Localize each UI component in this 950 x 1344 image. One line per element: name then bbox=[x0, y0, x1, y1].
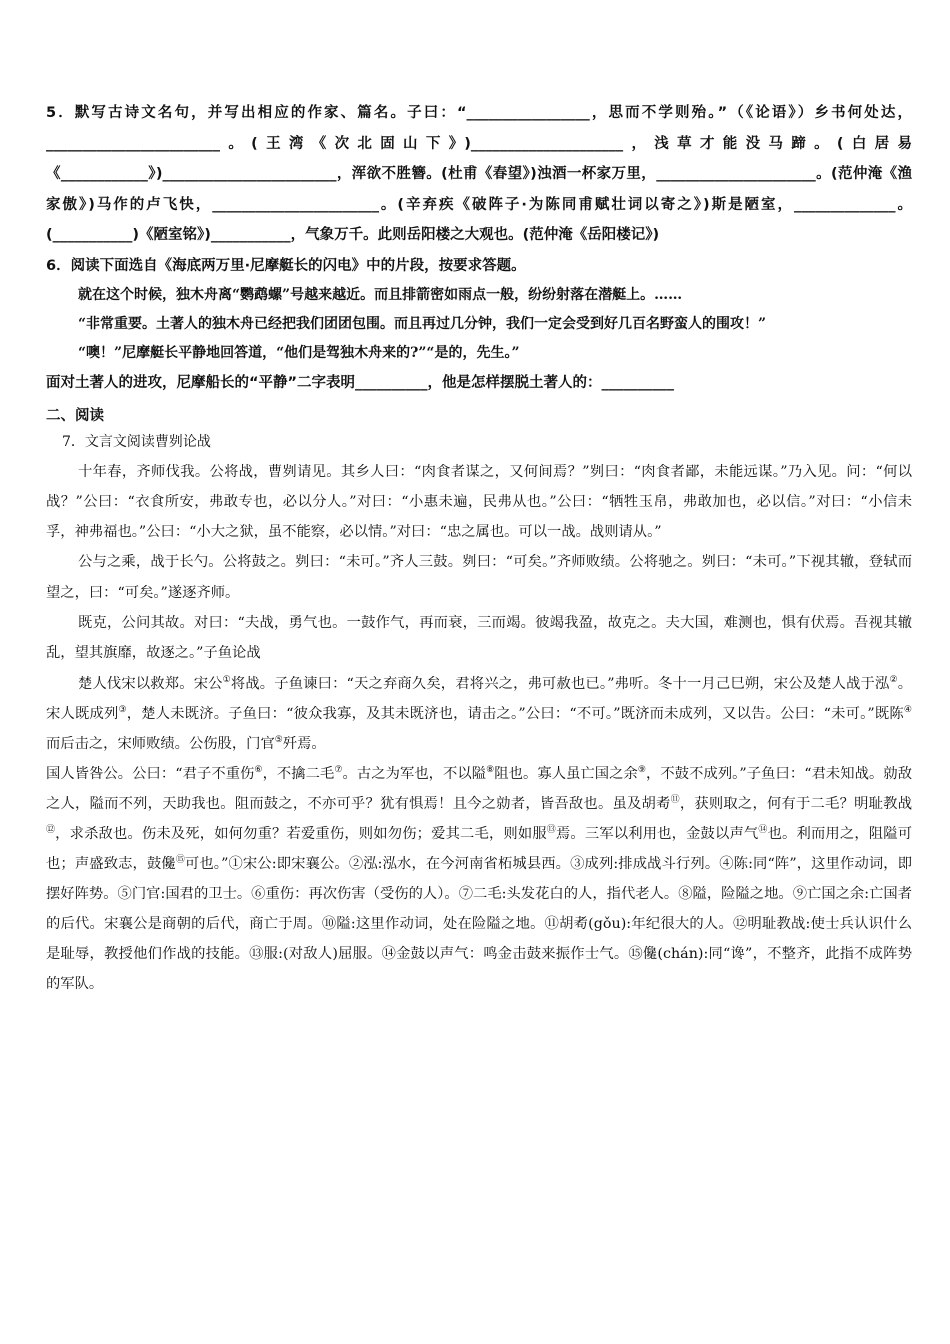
exam-page bbox=[46, 98, 912, 999]
passage-paragraph-2: 公与之乘，战于长勺。公将鼓之。刿曰：“未可。”齐人三鼓。刿曰：“可矣。”齐师败绩。公将驰之。刿曰：“未可。”下视其辙，登轼而望之，曰：“可矣。”遂逐齐师。 bbox=[46, 554, 912, 601]
footnote-marker: ③ bbox=[118, 705, 127, 716]
footnote-marker: ⑮ bbox=[175, 855, 185, 866]
footnote-marker: ④ bbox=[903, 705, 912, 716]
footnote-marker: ⑨ bbox=[637, 765, 647, 776]
passage-paragraph-1: 十年春，齐师伐我。公将战，曹刿请见。其乡人曰：“肉食者谋之，又何间焉？”刿曰：“肉食者鄙，未能远谋。”乃入见。问：“何以战？”公曰：“衣食所安，弗敢专也，必以分人。”对曰：“小惠未遍，民弗从也。”公曰：“牺牲玉帛，弗敢加也，必以信。”对曰：“小信未孚，神弗福也。”公曰：“小大之狱，虽不能察，必以情。”对曰：“忠之属也。可以一战。战则请从。” bbox=[46, 463, 912, 541]
passage-paragraph-4: 楚人伐宋以救郑。宋公①将战。子鱼谏曰：“天之弃商久矣，君将兴之，弗可赦也已。”弗听。冬十一月己巳朔，宋公及楚人战于泓②。宋人既成列③，楚人未既济。子鱼曰：“彼众我寡，及其未既济也，请击之。”公曰：“不可。”既济而未成列，又以告。公曰：“未可。”既陈④而后击之，宋师败绩。公伤股，门官⑤歼焉。 bbox=[46, 674, 912, 753]
footnote-marker: ⑪ bbox=[670, 795, 680, 806]
section-heading-reading: 二、阅读 bbox=[46, 407, 104, 424]
question-6-prompt: 面对土著人的进攻，尼摩船长的“平静”二字表明__________，他是怎样摆脱土著人的：__________ bbox=[46, 375, 675, 391]
footnote-marker: ⑥ bbox=[254, 765, 263, 776]
footnote-marker: ⑭ bbox=[758, 825, 768, 836]
footnote-marker: ⑤ bbox=[274, 735, 283, 746]
footnote-marker: ① bbox=[222, 674, 231, 685]
excerpt-line-3: “噢！”尼摩艇长平静地回答道，“他们是驾独木舟来的?”“是的，先生。” bbox=[78, 345, 520, 361]
footnote-marker: ⑦ bbox=[334, 765, 343, 776]
excerpt-line-1: 就在这个时候，独木舟离“鹦鹉螺”号越来越近。而且排箭密如雨点一般，纷纷射落在潜艇上。…… bbox=[78, 287, 683, 303]
question-5: 5．默写古诗文名句，并写出相应的作家、篇名。子曰：“_________________，思而不学则殆。”（《论语》）乡书何处达，________________________。(王湾《次北固山下》)_____________________，浅草才能没马蹄。(白居易《____________》)________________________，浑欲不胜簪。(杜甫《春望》)浊酒一杯家万里，______________________。(范仲淹《渔家傲》)马作的卢飞快，_______________________。(辛弃疾《破阵子·为陈同甫赋壮词以寄之》)斯是陋室，______________。(___________)《陋室铭》)___________，气象万千。此则岳阳楼之大观也。(范仲淹《岳阳楼记》) bbox=[46, 105, 912, 243]
question-7-title: 7．文言文阅读曹刿论战 bbox=[62, 433, 211, 450]
footnote-marker: ⑫ bbox=[46, 825, 56, 836]
footnote-marker: ② bbox=[889, 674, 898, 685]
excerpt-line-2: “非常重要。土著人的独木舟已经把我们团团包围。而且再过几分钟，我们一定会受到好几百名野蛮人的围攻！” bbox=[78, 316, 767, 332]
passage-paragraph-5-with-notes: 国人皆咎公。公曰：“君子不重伤⑥，不擒二毛⑦。古之为军也，不以隘⑧阻也。寡人虽亡国之余⑨，不鼓不成列。”子鱼曰：“君未知战。勍敌之人，隘而不列，天助我也。阻而鼓之，不亦可乎？犹有惧焉！且今之勍者，皆吾敌也。虽及胡耇⑪，获则取之，何有于二毛？明耻教战⑫，求杀敌也。伤未及死，如何勿重？若爱重伤，则如勿伤；爱其二毛，则如服⑬焉。三军以利用也，金鼓以声气⑭也。利而用之，阻隘可也；声盛致志，鼓儳⑮可也。”①宋公:即宋襄公。②泓:泓水，在今河南省柘城县西。③成列:排成战斗行列。④陈:同“阵”，这里作动词，即摆好阵势。⑤门官:国君的卫士。⑥重伤：再次伤害（受伤的人）。⑦二毛:头发花白的人，指代老人。⑧隘，险隘之地。⑨亡国之余:亡国者的后代。宋襄公是商朝的后代，商亡于周。⑩隘:这里作动词，处在险隘之地。⑪胡耇(gǒu):年纪很大的人。⑫明耻教战:使士兵认识什么是耻辱，教授他们作战的技能。⑬服:(对敌人)屈服。⑭金鼓以声气：鸣金击鼓来振作士气。⑮儳(chán):同“谗”，不整齐，此指不成阵势的军队。 bbox=[46, 765, 913, 993]
question-6-intro: 6．阅读下面选自《海底两万里·尼摩艇长的闪电》中的片段，按要求答题。 bbox=[46, 257, 526, 274]
footnote-marker: ⑬ bbox=[546, 825, 556, 836]
passage-paragraph-3: 既克，公问其故。对曰：“夫战，勇气也。一鼓作气，再而衰，三而竭。彼竭我盈，故克之。夫大国，难测也，惧有伏焉。吾视其辙乱，望其旗靡，故逐之。”子鱼论战 bbox=[46, 614, 912, 662]
footnote-marker: ⑧ bbox=[486, 765, 495, 776]
